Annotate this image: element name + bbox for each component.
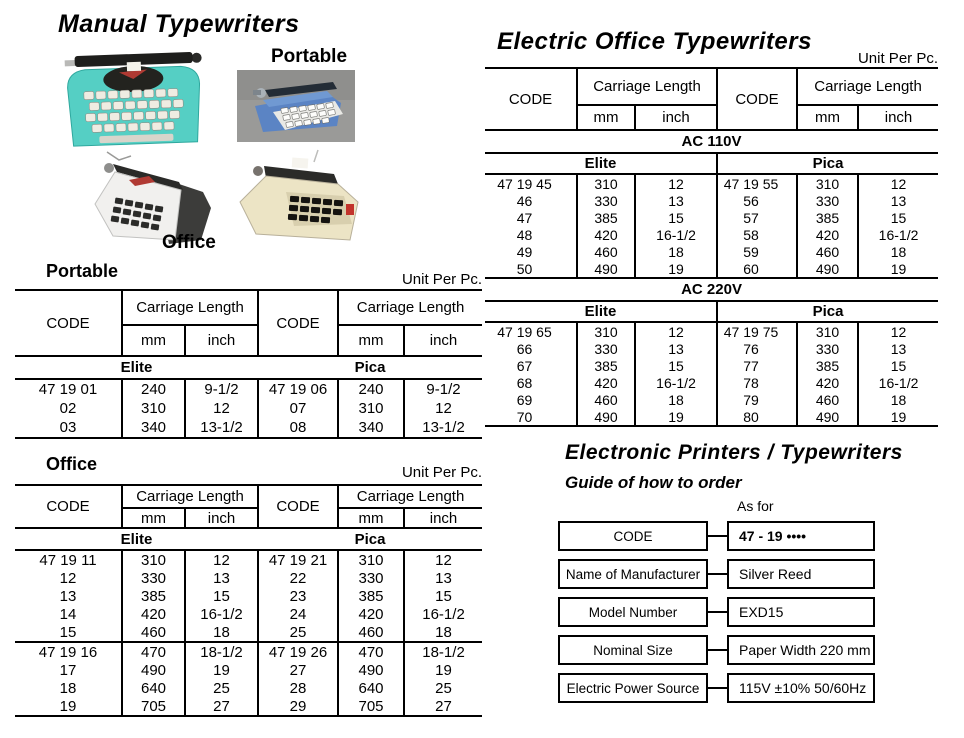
- code-cell: 67: [485, 357, 577, 374]
- code-cell: 76: [717, 340, 797, 357]
- table-row: [15, 569, 482, 587]
- code-header: CODE: [258, 485, 338, 528]
- inch-cell: 13: [635, 340, 717, 357]
- mm-cell: 420: [797, 226, 858, 243]
- code-header: CODE: [15, 290, 122, 356]
- code-cell: 50: [485, 260, 577, 278]
- voltage-band-row: [485, 130, 938, 153]
- code-cell: 25: [258, 623, 338, 642]
- code-cell: 59: [717, 243, 797, 260]
- electric-ac110v-body: [485, 130, 938, 278]
- mm-cell: 490: [577, 408, 635, 426]
- table-row: [485, 192, 938, 209]
- code-cell: 15: [15, 623, 122, 642]
- code-cell: 79: [717, 391, 797, 408]
- guide-value-model: EXD15: [727, 597, 875, 627]
- table-row: [485, 357, 938, 374]
- inch-cell: 25: [185, 679, 258, 697]
- guide-row-code: [558, 521, 875, 551]
- guide-label-nominal-size: Nominal Size: [558, 635, 708, 665]
- inch-cell: 12: [890, 175, 907, 192]
- code-cell: 03: [15, 418, 122, 438]
- electric-typewriters-title: Electric Office Typewriters: [497, 28, 812, 55]
- mm-cell: 330: [797, 340, 858, 357]
- mm-cell: 460: [577, 243, 635, 260]
- table-row: [485, 374, 938, 391]
- guide-label-manufacturer: Name of Manufacturer: [558, 559, 708, 589]
- code-cell: 19: [15, 697, 122, 716]
- mm-cell: 330: [577, 340, 635, 357]
- inch-cell: 18-1/2: [185, 642, 258, 661]
- guide-value-manufacturer: Silver Reed: [727, 559, 875, 589]
- inch-cell: 16-1/2: [878, 226, 919, 243]
- code-cell: 69: [485, 391, 577, 408]
- inch-cell: 19: [185, 661, 258, 679]
- type-band-row: [15, 356, 482, 379]
- table-row: [15, 661, 482, 679]
- mm-cell: 385: [797, 209, 858, 226]
- blue-typewriter-illustration: [237, 70, 355, 142]
- manual-office-typewriter-photo-cream: [232, 148, 366, 248]
- connector-line: [708, 573, 727, 575]
- type-band-row: [15, 528, 482, 550]
- inch-header: inch: [635, 105, 717, 130]
- inch-cell: 12: [890, 323, 907, 340]
- carriage-length-header: Carriage Length: [338, 290, 482, 325]
- mm-cell: 460: [577, 391, 635, 408]
- office-section-heading: Office: [46, 454, 98, 474]
- inch-cell: 12: [435, 400, 452, 417]
- inch-cell: 25: [435, 679, 452, 697]
- manual-portable-typewriter-photo-blue: [237, 70, 355, 142]
- order-guide: [558, 521, 875, 711]
- guide-value-power-source: 115V ±10% 50/60Hz: [727, 673, 875, 703]
- code-cell: 60: [717, 260, 797, 278]
- mm-cell: 460: [122, 623, 185, 642]
- inch-cell: 13: [890, 192, 907, 209]
- code-cell: 49: [485, 243, 577, 260]
- mm-cell: 310: [122, 399, 185, 418]
- mm-cell: 470: [122, 642, 185, 661]
- carriage-length-header: Carriage Length: [577, 68, 717, 105]
- mm-header: mm: [122, 325, 185, 356]
- portable-table-header: [15, 290, 482, 356]
- mm-cell: 420: [577, 374, 635, 391]
- pica-band-label: Pica: [717, 153, 938, 174]
- table-row: [485, 391, 938, 408]
- code-cell: 29: [258, 697, 338, 716]
- code-cell: 56: [717, 192, 797, 209]
- mm-cell: 470: [338, 642, 404, 661]
- mm-cell: 420: [338, 605, 404, 623]
- inch-cell: 19: [635, 260, 717, 278]
- inch-cell: 15: [635, 209, 717, 226]
- mm-cell: 310: [577, 174, 635, 192]
- mm-cell: 460: [797, 391, 858, 408]
- mm-cell: 385: [577, 209, 635, 226]
- electric-ac220v-body: [485, 278, 938, 426]
- mm-cell: 385: [122, 587, 185, 605]
- code-cell: 47 19 65: [485, 322, 577, 340]
- mm-cell: 490: [797, 260, 858, 278]
- table-row: [15, 623, 482, 642]
- mm-header: mm: [797, 105, 858, 130]
- code-cell: 47 19 06: [258, 379, 338, 399]
- mm-header: mm: [577, 105, 635, 130]
- code-cell: 70: [485, 408, 577, 426]
- code-cell: 68: [485, 374, 577, 391]
- table-row: [485, 322, 938, 340]
- inch-cell: 16-1/2: [185, 605, 258, 623]
- as-for-label: As for: [737, 498, 774, 514]
- code-cell: 57: [717, 209, 797, 226]
- inch-cell: 19: [858, 408, 938, 426]
- table-row: [15, 642, 482, 661]
- mm-cell: 705: [338, 697, 404, 716]
- table-row: [15, 550, 482, 569]
- inch-cell: 12: [635, 174, 717, 192]
- mm-cell: 490: [577, 260, 635, 278]
- mm-cell: 330: [122, 569, 185, 587]
- inch-header: inch: [858, 105, 938, 130]
- table-row: [485, 340, 938, 357]
- mm-cell: 340: [338, 418, 404, 438]
- mm-cell: 490: [338, 661, 404, 679]
- manual-portable-typewriter-photo-teal: [58, 48, 210, 150]
- connector-line: [708, 687, 727, 689]
- elite-band-label: Elite: [485, 301, 717, 322]
- guide-value-code: 47 - 19 ••••: [727, 521, 875, 551]
- inch-cell: 13-1/2: [404, 418, 482, 438]
- inch-cell: 13-1/2: [185, 418, 258, 438]
- inch-cell: 18: [435, 623, 452, 641]
- order-guide-subtitle: Guide of how to order: [565, 473, 742, 492]
- inch-cell: 16-1/2: [878, 374, 919, 391]
- inch-cell: 13: [185, 569, 258, 587]
- inch-cell: 15: [185, 587, 258, 605]
- mm-cell: 340: [122, 418, 185, 438]
- office-table-body-group1: [15, 528, 482, 642]
- inch-cell: 13: [435, 569, 452, 587]
- pica-band-label: Pica: [717, 301, 938, 322]
- inch-cell: 19: [435, 661, 452, 679]
- mm-cell: 330: [338, 569, 404, 587]
- code-cell: 23: [258, 587, 338, 605]
- office-table-header: [15, 485, 482, 528]
- mm-cell: 420: [577, 226, 635, 243]
- table-row: [15, 697, 482, 716]
- mm-cell: 385: [338, 587, 404, 605]
- code-cell: 66: [485, 340, 577, 357]
- table-row: [485, 408, 938, 426]
- inch-cell: 15: [890, 357, 907, 374]
- voltage-band-row: [485, 278, 938, 301]
- code-header: CODE: [485, 68, 577, 130]
- mm-cell: 385: [797, 357, 858, 374]
- inch-cell: 15: [435, 587, 452, 605]
- elite-band-label: Elite: [15, 356, 258, 379]
- code-cell: 27: [258, 661, 338, 679]
- office-unit-label: Unit Per Pc.: [401, 464, 482, 481]
- code-cell: 08: [258, 418, 338, 438]
- carriage-length-header: Carriage Length: [122, 485, 258, 508]
- inch-cell: 12: [635, 322, 717, 340]
- code-cell: 46: [485, 192, 577, 209]
- mm-cell: 705: [122, 697, 185, 716]
- mm-cell: 310: [797, 174, 858, 192]
- inch-cell: 13: [890, 340, 907, 357]
- inch-cell: 12: [185, 550, 258, 569]
- code-cell: 47 19 75: [717, 322, 797, 340]
- mm-cell: 310: [577, 322, 635, 340]
- code-cell: 47: [485, 209, 577, 226]
- inch-cell: 9-1/2: [426, 381, 461, 398]
- code-cell: 58: [717, 226, 797, 243]
- inch-cell: 18: [635, 243, 717, 260]
- code-header: CODE: [717, 68, 797, 130]
- office-table-body-group2: [15, 642, 482, 716]
- code-cell: 47 19 26: [258, 642, 338, 661]
- code-cell: 47 19 11: [15, 550, 122, 569]
- mm-header: mm: [338, 508, 404, 528]
- portable-section-heading: Portable: [46, 261, 119, 281]
- inch-cell: 27: [185, 697, 258, 716]
- table-row: [15, 605, 482, 623]
- code-cell: 24: [258, 605, 338, 623]
- electronic-printers-title: Electronic Printers / Typewriters: [565, 441, 903, 464]
- pica-band-label: Pica: [258, 356, 482, 379]
- guide-row-model: [558, 597, 875, 627]
- table-row: [15, 399, 482, 418]
- portable-unit-label: Unit Per Pc.: [401, 271, 482, 288]
- portable-table-body: [15, 356, 482, 438]
- inch-cell: 15: [890, 209, 907, 226]
- table-row: [15, 587, 482, 605]
- inch-cell: 12: [435, 551, 452, 569]
- office-caption: Office: [162, 232, 216, 253]
- guide-value-nominal-size: Paper Width 220 mm: [727, 635, 875, 665]
- code-cell: 48: [485, 226, 577, 243]
- mm-cell: 310: [122, 550, 185, 569]
- carriage-length-header: Carriage Length: [338, 485, 482, 508]
- mm-cell: 490: [122, 661, 185, 679]
- mm-cell: 420: [797, 374, 858, 391]
- portable-table: [15, 289, 482, 439]
- electric-table-header: [485, 68, 938, 130]
- carriage-length-header: Carriage Length: [797, 68, 938, 105]
- inch-cell: 18: [890, 391, 907, 408]
- elite-band-label: Elite: [485, 153, 717, 174]
- code-cell: 12: [15, 569, 122, 587]
- inch-cell: 12: [185, 399, 258, 418]
- guide-label-power-source: Electric Power Source: [558, 673, 708, 703]
- guide-row-power-source: [558, 673, 875, 703]
- table-row: [485, 260, 938, 278]
- inch-cell: 19: [635, 408, 717, 426]
- inch-header: inch: [185, 325, 258, 356]
- mm-cell: 310: [797, 322, 858, 340]
- code-cell: 47 19 45: [485, 174, 577, 192]
- guide-label-code: CODE: [558, 521, 708, 551]
- code-cell: 02: [15, 399, 122, 418]
- inch-cell: 15: [635, 357, 717, 374]
- mm-cell: 640: [122, 679, 185, 697]
- mm-cell: 420: [122, 605, 185, 623]
- code-cell: 47 19 16: [15, 642, 122, 661]
- mm-cell: 385: [577, 357, 635, 374]
- guide-row-nominal-size: [558, 635, 875, 665]
- inch-header: inch: [404, 508, 482, 528]
- electric-unit-label: Unit Per Pc.: [857, 50, 938, 67]
- mm-cell: 640: [338, 679, 404, 697]
- mm-header: mm: [122, 508, 185, 528]
- inch-cell: 19: [890, 260, 907, 277]
- code-cell: 22: [258, 569, 338, 587]
- guide-label-model: Model Number: [558, 597, 708, 627]
- electric-table: [485, 67, 938, 427]
- inch-header: inch: [185, 508, 258, 528]
- elite-band-label: Elite: [15, 528, 258, 550]
- pica-band-label: Pica: [258, 528, 482, 550]
- connector-line: [708, 611, 727, 613]
- code-cell: 14: [15, 605, 122, 623]
- code-cell: 47 19 55: [717, 174, 797, 192]
- mm-cell: 460: [797, 243, 858, 260]
- type-band-row: [485, 153, 938, 174]
- mm-cell: 310: [338, 550, 404, 569]
- inch-cell: 18: [890, 243, 907, 260]
- code-cell: 47 19 01: [15, 379, 122, 399]
- inch-cell: 18: [185, 623, 258, 642]
- type-band-row: [485, 301, 938, 322]
- code-header: CODE: [258, 290, 338, 356]
- connector-line: [708, 649, 727, 651]
- code-cell: 07: [258, 399, 338, 418]
- table-row: [485, 174, 938, 192]
- code-cell: 78: [717, 374, 797, 391]
- code-cell: 77: [717, 357, 797, 374]
- mm-cell: 240: [338, 379, 404, 399]
- manual-typewriters-title: Manual Typewriters: [58, 10, 300, 38]
- inch-cell: 16-1/2: [635, 374, 717, 391]
- inch-cell: 16-1/2: [422, 605, 465, 623]
- code-cell: 13: [15, 587, 122, 605]
- code-cell: 18: [15, 679, 122, 697]
- mm-cell: 240: [122, 379, 185, 399]
- table-row: [485, 243, 938, 260]
- code-cell: 80: [717, 408, 797, 426]
- connector-line: [708, 535, 727, 537]
- code-header: CODE: [15, 485, 122, 528]
- mm-cell: 330: [797, 192, 858, 209]
- table-row: [15, 418, 482, 438]
- mm-cell: 330: [577, 192, 635, 209]
- table-row: [15, 379, 482, 399]
- teal-typewriter-illustration: [58, 48, 210, 150]
- table-row: [15, 679, 482, 697]
- code-cell: 47 19 21: [258, 550, 338, 569]
- inch-header: inch: [404, 325, 482, 356]
- inch-cell: 27: [404, 697, 482, 716]
- mm-header: mm: [338, 325, 404, 356]
- mm-cell: 460: [338, 623, 404, 642]
- inch-cell: 9-1/2: [185, 379, 258, 399]
- portable-caption: Portable: [271, 46, 348, 67]
- inch-cell: 18: [635, 391, 717, 408]
- guide-row-manufacturer: [558, 559, 875, 589]
- ac-220v-band-label: AC 220V: [485, 278, 938, 301]
- cream-typewriter-illustration: [232, 148, 366, 248]
- table-row: [485, 209, 938, 226]
- ac-110v-band-label: AC 110V: [485, 130, 938, 153]
- office-table: [15, 484, 482, 717]
- code-cell: 17: [15, 661, 122, 679]
- table-row: [485, 226, 938, 243]
- mm-cell: 490: [797, 408, 858, 426]
- code-cell: 28: [258, 679, 338, 697]
- inch-cell: 16-1/2: [635, 226, 717, 243]
- mm-cell: 310: [338, 399, 404, 418]
- carriage-length-header: Carriage Length: [122, 290, 258, 325]
- inch-cell: 13: [635, 192, 717, 209]
- inch-cell: 18-1/2: [404, 642, 482, 661]
